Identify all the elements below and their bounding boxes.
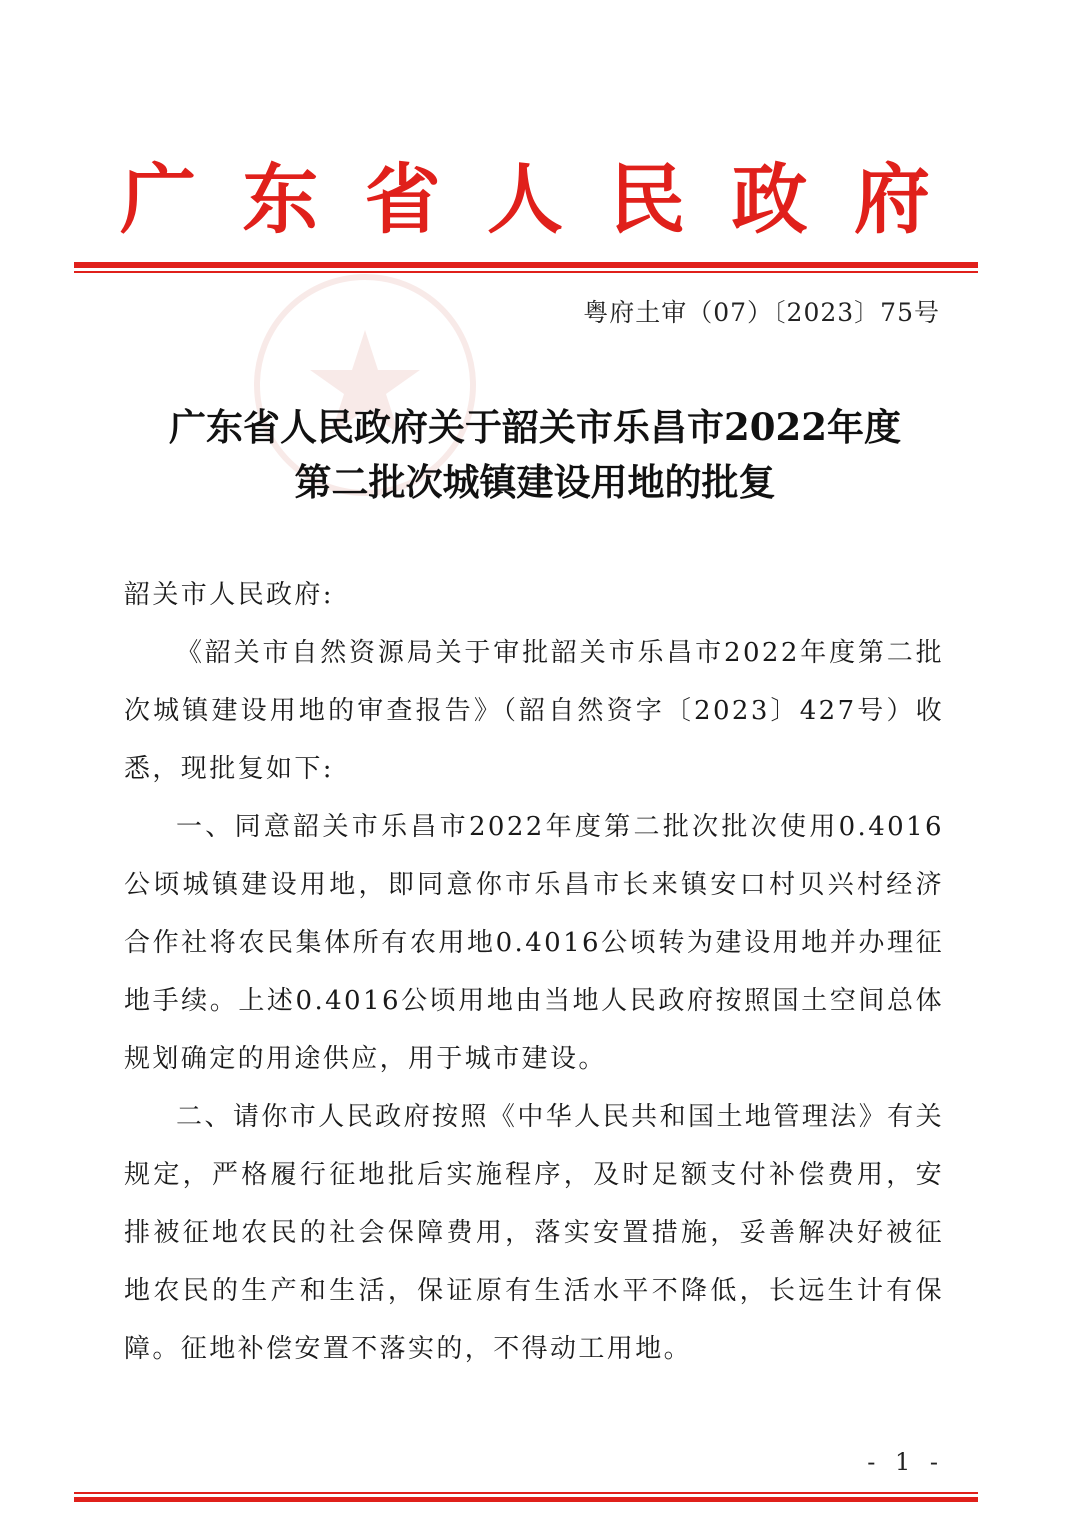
issuer-char: 民 (609, 155, 686, 244)
document-body (124, 566, 944, 1378)
salutation: 韶关市人民政府: (124, 580, 334, 610)
body-paragraph: 一、同意韶关市乐昌市2022年度第二批次批次使用0.4016公顷城镇建设用地，即同意你市乐昌市长来镇安口村贝兴村经济合作社将农民集体所有农用地0.4016公顷转为建设用地并办理征地手续。上述0.4016公顷用地由当地人民政府按照国土空间总体规划确定的用途供应，用于城市建设。 (124, 812, 944, 1074)
issuer-char: 东 (242, 155, 319, 244)
header-rule-thick (74, 262, 978, 268)
body-paragraph: 二、请你市人民政府按照《中华人民共和国土地管理法》有关规定，严格履行征地批后实施程序，及时足额支付补偿费用，安排被征地农民的社会保障费用，落实安置措施，妥善解决好被征地农民的生产和生活，保证原有生活水平不降低，长远生计有保障。征地补偿安置不落实的，不得动工用地。 (124, 1102, 944, 1364)
footer-rule-thick (74, 1497, 978, 1502)
issuer-char: 政 (731, 155, 808, 244)
document-title-line1: 广东省人民政府关于韶关市乐昌市2022年度 (169, 405, 901, 449)
issuer-char: 广 (120, 155, 196, 244)
body-paragraph: 《韶关市自然资源局关于审批韶关市乐昌市2022年度第二批次城镇建设用地的审查报告》（韶自然资字〔2023〕427号）收悉，现批复如下: (124, 638, 944, 784)
header-rule-thin (74, 271, 978, 273)
issuer-char: 府 (853, 155, 930, 244)
document-number: 粤府土审（07）〔2023〕75号 (583, 298, 940, 327)
page-number: - 1 - (867, 1448, 944, 1476)
issuer-char: 省 (364, 155, 441, 244)
issuer-header (120, 150, 930, 250)
issuer-char: 人 (486, 155, 563, 244)
footer-rule-thin (74, 1492, 978, 1494)
document-title-line2: 第二批次城镇建设用地的批复 (294, 460, 776, 504)
